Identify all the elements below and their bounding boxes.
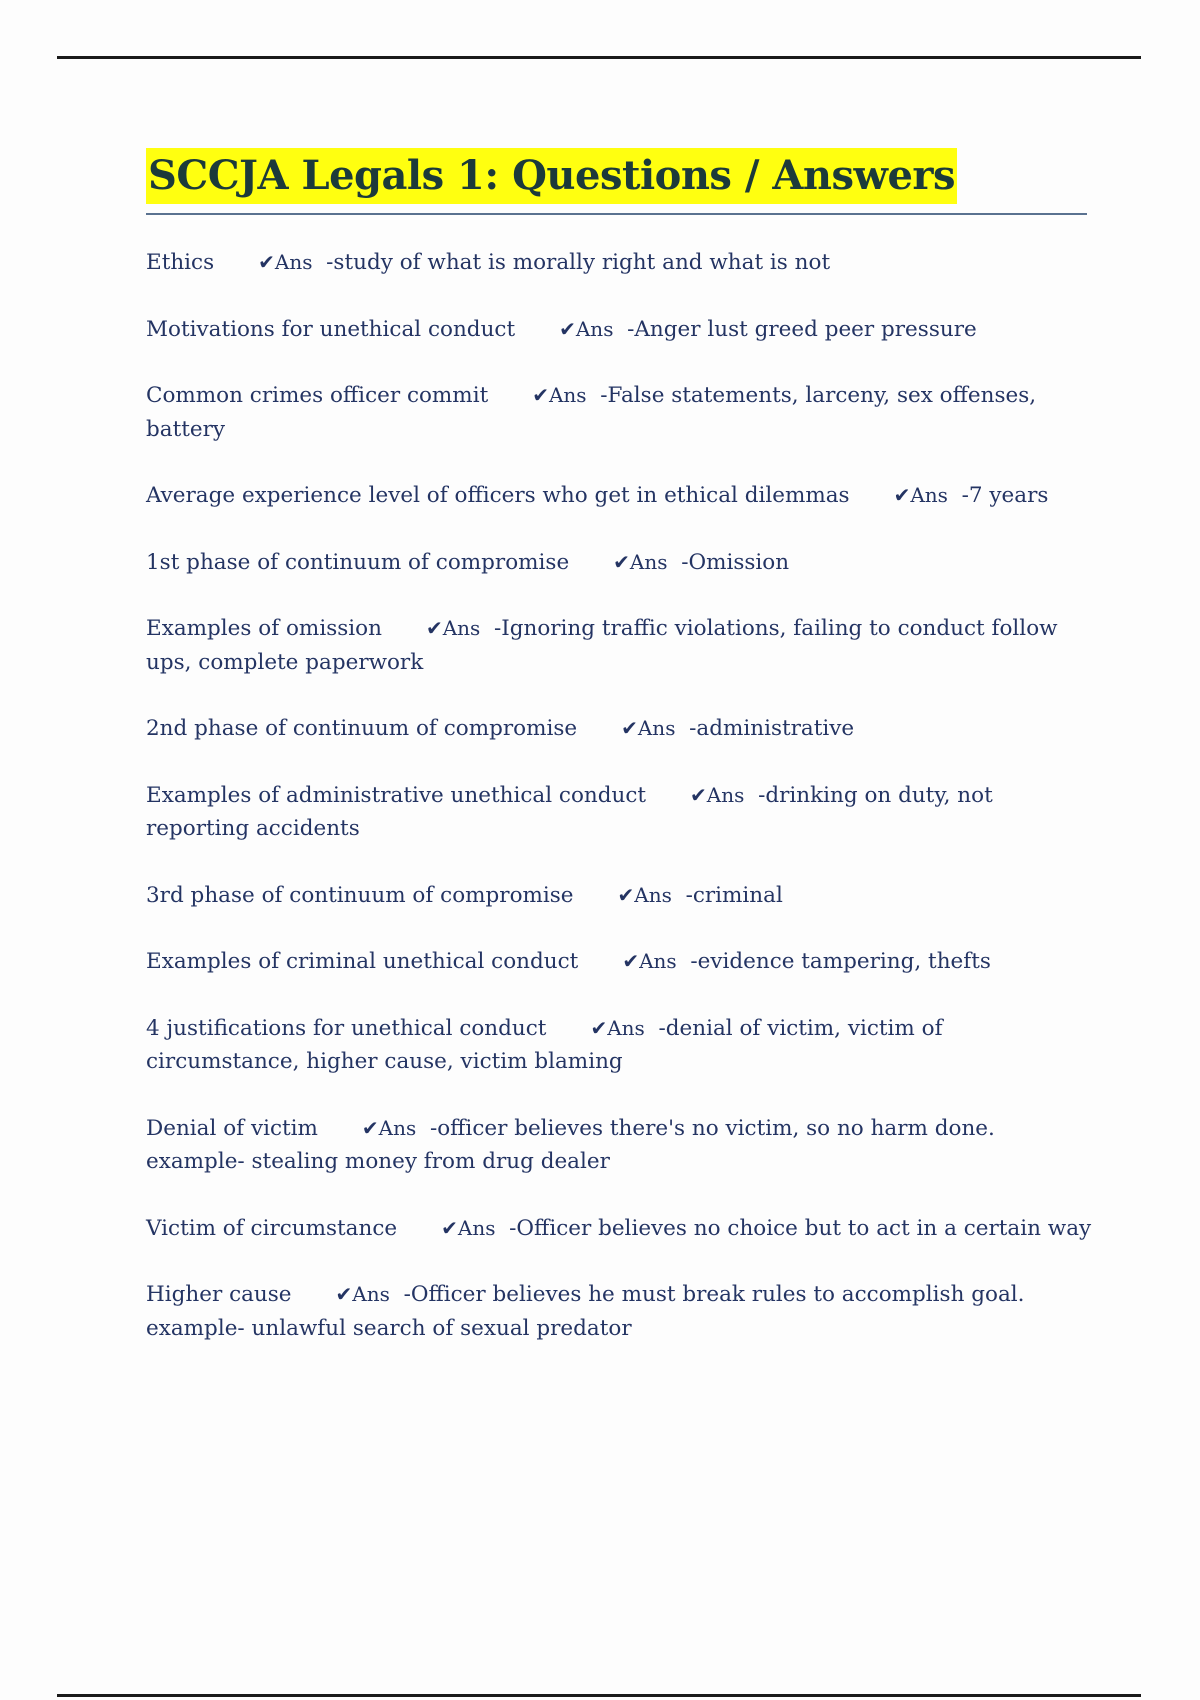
question-text: Common crimes officer commit	[146, 383, 489, 408]
answer-marker: ✔Ans	[621, 716, 676, 740]
qa-list	[146, 246, 1096, 1378]
answer-text: -officer believes there's no victim, so no harm done. example- stealing money from drug dealer	[146, 1115, 995, 1174]
question-text: Examples of criminal unethical conduct	[146, 949, 579, 974]
answer-marker: ✔Ans	[335, 1282, 390, 1306]
spacer	[416, 1116, 430, 1141]
answer-marker: ✔Ans	[590, 1015, 645, 1040]
qa-item	[146, 1112, 1096, 1179]
question-text: 3rd phase of continuum of compromise	[146, 882, 574, 908]
question-text: Denial of victim	[146, 1115, 318, 1141]
qa-item	[146, 779, 1096, 846]
question-text: Higher cause	[146, 1282, 292, 1307]
spacer	[677, 949, 691, 974]
qa-item	[146, 712, 1096, 746]
answer-text: -evidence tampering, thefts	[690, 949, 991, 974]
spacer	[480, 616, 494, 641]
answer-text: -administrative	[689, 716, 855, 741]
answer-marker: ✔Ans	[613, 549, 668, 574]
qa-item	[146, 879, 1096, 913]
answer-marker: ✔Ans	[532, 383, 587, 407]
answer-text: -denial of victim, victim of circumstance, higher cause, victim blaming	[146, 1015, 943, 1074]
answer-marker: ✔Ans	[893, 483, 948, 507]
spacer	[390, 1282, 404, 1307]
answer-text: -Officer believes no choice but to act in a certain way	[509, 1215, 1092, 1241]
qa-item	[146, 1278, 1096, 1345]
answer-text: -drinking on duty, not reporting accidents	[146, 782, 993, 841]
question-text: 1st phase of continuum of compromise	[146, 549, 570, 575]
qa-item	[146, 945, 1096, 979]
answer-marker: ✔Ans	[258, 250, 313, 274]
qa-item	[146, 612, 1096, 679]
answer-text: -Anger lust greed peer pressure	[627, 316, 977, 342]
qa-item	[146, 379, 1096, 446]
answer-text: -7 years	[961, 483, 1049, 508]
header-rule	[57, 56, 1141, 59]
answer-text: -False statements, larceny, sex offenses, battery	[146, 383, 1037, 442]
question-text: Examples of administrative unethical conduct	[146, 782, 647, 808]
qa-item	[146, 1012, 1096, 1079]
answer-text: -study of what is morally right and what is not	[326, 250, 831, 275]
page-title: SCCJA Legals 1: Questions / Answers	[146, 148, 957, 204]
question-text: Motivations for unethical conduct	[146, 316, 516, 342]
spacer	[587, 383, 601, 408]
spacer	[675, 716, 689, 741]
answer-marker: ✔Ans	[441, 1215, 496, 1240]
title-block	[146, 148, 957, 204]
answer-marker: ✔Ans	[361, 1115, 417, 1140]
question-text: 2nd phase of continuum of compromise	[146, 716, 578, 741]
spacer	[744, 783, 758, 808]
answer-marker: ✔Ans	[690, 782, 745, 807]
footer-rule	[57, 1694, 1141, 1697]
answer-marker: ✔Ans	[617, 882, 672, 907]
spacer	[613, 317, 627, 342]
spacer	[948, 483, 962, 508]
qa-item	[146, 546, 1096, 580]
question-text: 4 justifications for unethical conduct	[146, 1015, 547, 1041]
qa-item	[146, 246, 1096, 280]
answer-text: -Ignoring traffic violations, failing to conduct follow ups, complete paperwork	[146, 616, 1058, 675]
question-text: Victim of circumstance	[146, 1215, 398, 1241]
answer-marker: ✔Ans	[425, 616, 481, 640]
question-text: Average experience level of officers who get in ethical dilemmas	[146, 483, 850, 508]
answer-text: -criminal	[685, 882, 783, 908]
answer-text: -Officer believes he must break rules to accomplish goal. example- unlawful search of sexual predator	[146, 1282, 1025, 1341]
spacer	[668, 550, 682, 575]
answer-marker: ✔Ans	[559, 316, 614, 341]
spacer	[645, 1016, 659, 1041]
qa-item	[146, 313, 1096, 347]
qa-item	[146, 1212, 1096, 1246]
spacer	[672, 883, 686, 908]
answer-text: -Omission	[681, 549, 790, 575]
title-underline	[146, 213, 1087, 215]
question-text: Ethics	[146, 250, 215, 275]
answer-marker: ✔Ans	[622, 949, 677, 973]
spacer	[313, 250, 327, 275]
spacer	[495, 1216, 509, 1241]
qa-item	[146, 479, 1096, 513]
question-text: Examples of omission	[146, 616, 382, 641]
